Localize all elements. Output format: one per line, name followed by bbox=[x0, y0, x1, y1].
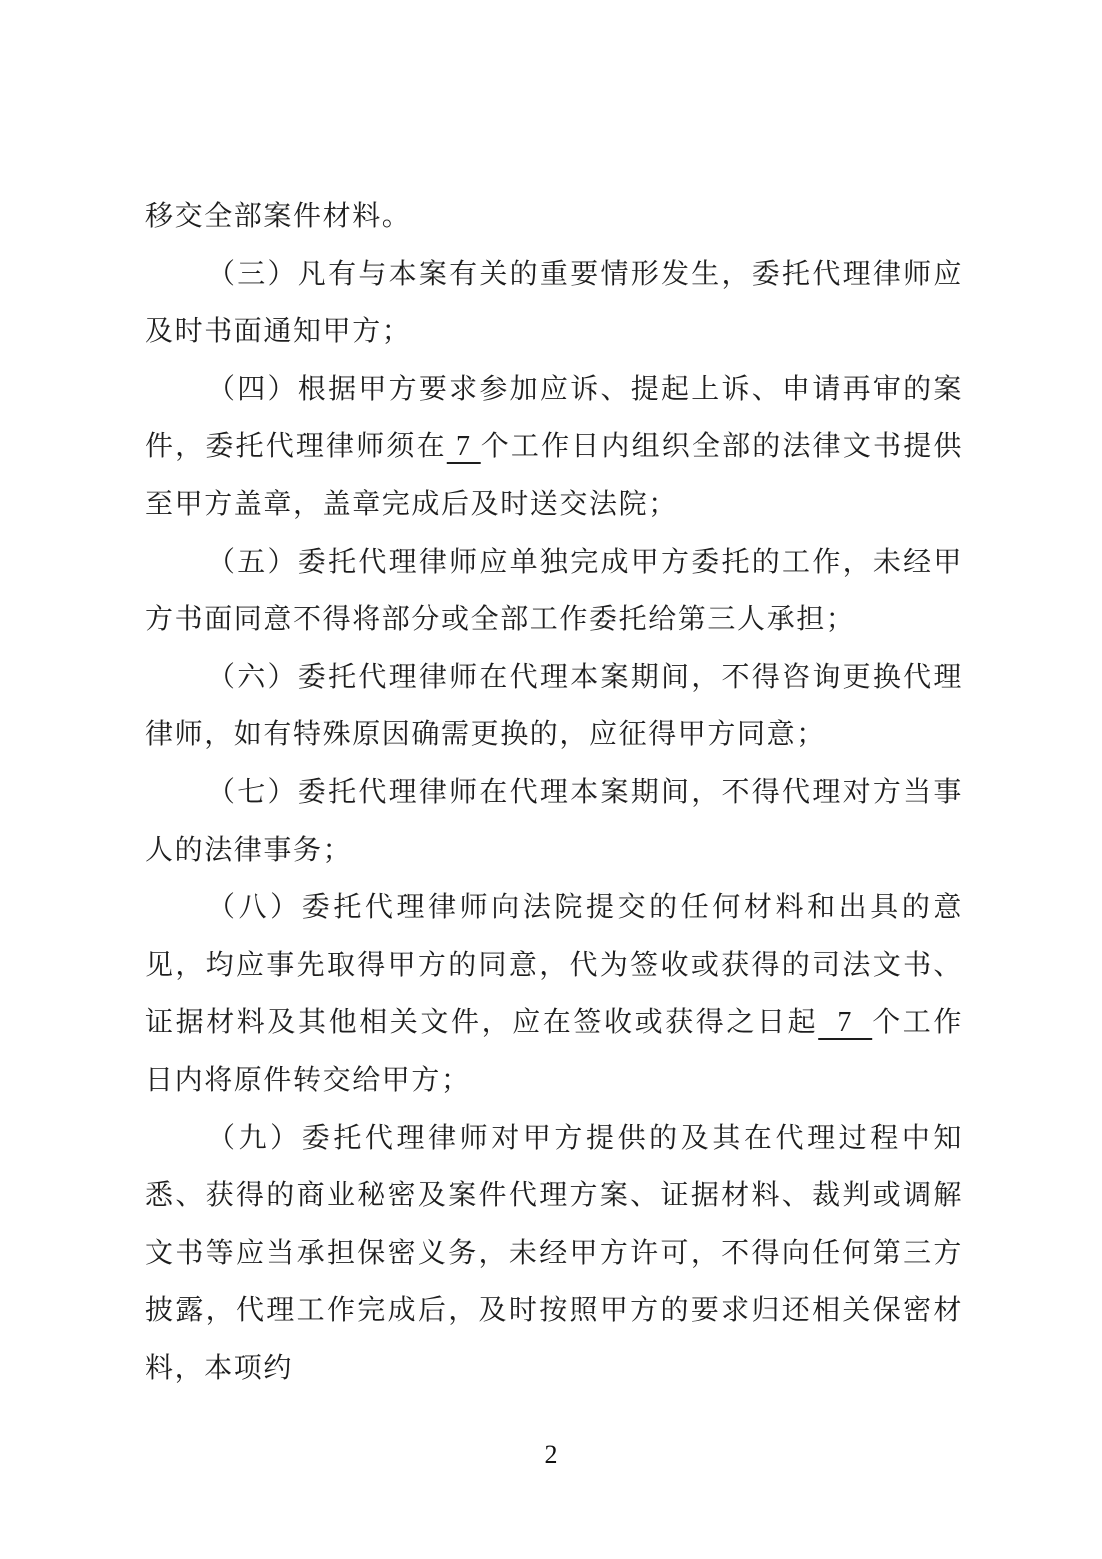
paragraph bbox=[145, 188, 963, 246]
contract-body bbox=[145, 188, 963, 1397]
paragraph bbox=[145, 246, 963, 361]
paragraph-text: （五）委托代理律师应单独完成甲方委托的工作，未经甲方书面同意不得将部分或全部工作委托给第三人承担； bbox=[145, 546, 963, 636]
paragraph bbox=[145, 361, 963, 534]
paragraph-text: （七）委托代理律师在代理本案期间，不得代理对方当事人的法律事务； bbox=[145, 776, 963, 866]
paragraph bbox=[145, 649, 963, 764]
paragraph-text: 个工作日内将原件转交给甲方； bbox=[145, 1007, 964, 1096]
paragraph-text: （八）委托代理律师向法院提交的任何材料和出具的意见，均应事先取得甲方的同意，代为签收或获得的司法文书、证据材料及其他相关文件，应在签收或获得之日起 bbox=[145, 892, 963, 1039]
filled-blank-underline: 7 bbox=[446, 431, 481, 463]
paragraph-text: （三）凡有与本案有关的重要情形发生，委托代理律师应及时书面通知甲方； bbox=[145, 258, 963, 348]
paragraph-text: （四）根据甲方要求参加应诉、提起上诉、申请再审的案件，委托代理律师须在 bbox=[145, 373, 963, 463]
paragraph bbox=[145, 1110, 963, 1398]
paragraph bbox=[145, 764, 963, 879]
page-number: 2 bbox=[544, 1440, 558, 1469]
paragraph-text: （六）委托代理律师在代理本案期间，不得咨询更换代理律师，如有特殊原因确需更换的，应征得甲方同意； bbox=[145, 661, 963, 751]
paragraph bbox=[145, 534, 963, 649]
paragraph-text: 移交全部案件材料。 bbox=[145, 201, 412, 232]
page-footer bbox=[0, 1440, 1102, 1470]
paragraph bbox=[145, 879, 963, 1109]
paragraph-text: （九）委托代理律师对甲方提供的及其在代理过程中知悉、获得的商业秘密及案件代理方案、证据材料、裁判或调解文书等应当承担保密义务，未经甲方许可，不得向任何第三方披露，代理工作完成后，及时按照甲方的要求归还相关保密材料，本项约 bbox=[145, 1122, 963, 1384]
filled-blank-underline: 7 bbox=[818, 1007, 873, 1039]
paragraph-text: 个工作日内组织全部的法律文书提供至甲方盖章，盖章完成后及时送交法院； bbox=[145, 431, 963, 520]
